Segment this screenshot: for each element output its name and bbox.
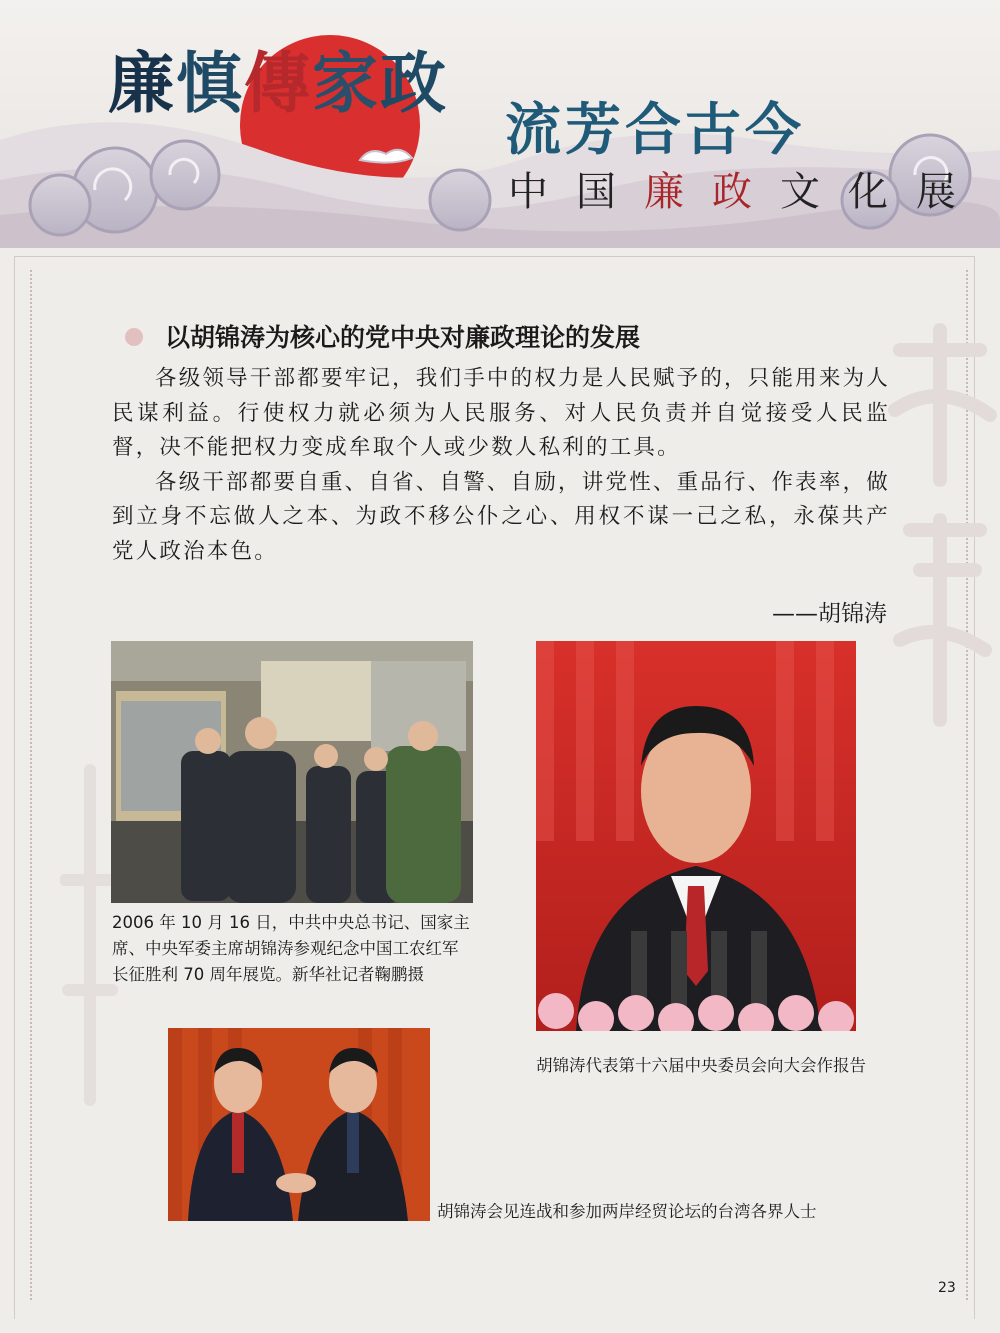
exhibit-char: 文 [780, 169, 848, 215]
exhibit-char: 展 [916, 169, 984, 215]
exhibition-visit-photo [111, 641, 473, 903]
left-dotted-divider [30, 270, 32, 1300]
exhibition-name [508, 160, 984, 217]
exhibit-char: 化 [848, 169, 916, 215]
bullet-dot-icon [125, 328, 143, 346]
meeting-photo [168, 1028, 430, 1221]
title-char: 傳 [244, 44, 312, 122]
section-heading [125, 318, 640, 354]
page-number: 23 [938, 1280, 956, 1296]
quote-paragraph: 各级干部都要自重、自省、自警、自励，讲党性、重品行、作表率，做到立身不忘做人之本、为政不移公仆之心、用权不谋一己之私，永葆共产党人政治本色。 [112, 469, 890, 564]
section-heading-text: 以胡锦涛为核心的党中央对廉政理论的发展 [165, 323, 641, 352]
title-char: 廉 [108, 44, 176, 122]
exhibition-title [108, 30, 448, 125]
exhibition-visit-caption: 2006 年 10 月 16 日，中共中央总书记、国家主席、中央军委主席胡锦涛参观纪念中国工农红军长征胜利 70 周年展览。新华社记者鞠鹏摄 [112, 913, 470, 984]
quote-author: ——胡锦涛 [772, 601, 887, 627]
quote-block [112, 362, 890, 569]
meeting-caption: 胡锦涛会见连战和参加两岸经贸论坛的台湾各界人士 [437, 1202, 817, 1221]
title-char: 慎 [176, 44, 244, 122]
exhibit-char: 廉 [644, 169, 712, 215]
speech-photo [536, 641, 856, 1031]
quote-paragraph: 各级领导干部都要牢记，我们手中的权力是人民赋予的，只能用来为人民谋利益。行使权力就必须为人民服务、对人民负责并自觉接受人民监督，决不能把权力变成牟取个人或少数人私利的工具。 [112, 366, 890, 460]
header-banner [0, 0, 1000, 248]
exhibit-char: 中 [508, 169, 576, 215]
watermark-calligraphy [880, 320, 1000, 740]
title-char: 政 [380, 44, 448, 122]
exhibit-char: 政 [712, 169, 780, 215]
title-char: 家 [312, 44, 380, 122]
exhibition-subtitle: 流芳合古今 [505, 97, 805, 163]
speech-caption: 胡锦涛代表第十六届中央委员会向大会作报告 [536, 1056, 866, 1075]
exhibit-char: 国 [576, 169, 644, 215]
